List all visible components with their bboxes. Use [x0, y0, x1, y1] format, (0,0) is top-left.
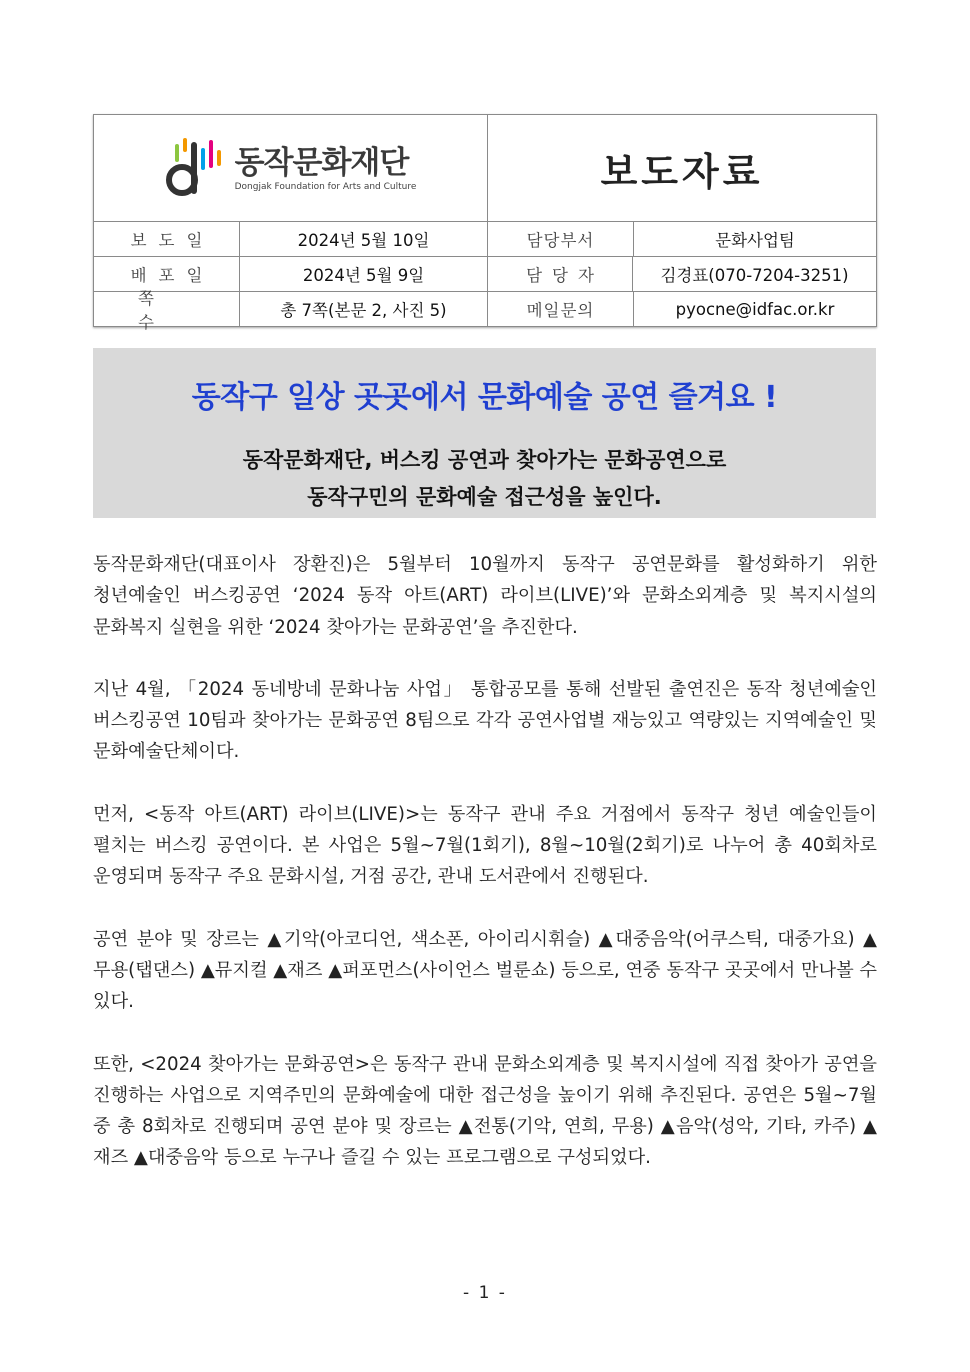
- page-number: - 1 -: [463, 1283, 507, 1303]
- logo-korean-name: 동작문화재단: [234, 144, 409, 181]
- logo-group: [165, 136, 417, 200]
- logo-text: [235, 145, 417, 192]
- subheadline-line-2: 동작구민의 문화예술 접근성을 높인다.: [307, 485, 662, 509]
- press-release-header-table: [93, 114, 877, 332]
- info-row-page-count: [94, 289, 876, 332]
- page-count-value: 총 7쪽(본문 2, 사진 5): [240, 292, 488, 326]
- headline-banner: [93, 348, 876, 518]
- header-top-row: [94, 115, 876, 222]
- paragraph-selection: 지난 4월, 「2024 동네방네 문화나눔 사업」 통합공모를 통해 선발된 출연진은 동작 청년예술인 버스킹공연 10팀과 찾아가는 문화공연 8팀으로 각각 공연사업별 재능있고 역량있는 지역예술인 및 문화예술단체이다.: [93, 678, 877, 763]
- info-row-release-date: [94, 222, 876, 257]
- subheadline-line-1: 동작문화재단, 버스킹 공연과 찾아가는 문화공연으로: [242, 448, 727, 472]
- email-label: 메일문의: [488, 292, 634, 326]
- contact-person-label: 담당자: [488, 257, 633, 291]
- logo-mark-icon: [165, 136, 227, 200]
- email-link[interactable]: pyocne@idfac.or.kr: [675, 299, 835, 319]
- paragraph-visiting-performance: 또한, <2024 찾아가는 문화공연>은 동작구 관내 문화소외계층 및 복지시설에 직접 찾아가 공연을 진행하는 사업으로 지역주민의 문화예술에 대한 접근성을 높이기 위해 추진된다. 공연은 5월~7월 중 총 8회차로 진행되며 공연 분야 및 장르는 ▲전통(기악, 연희, 무용) ▲음악(성악, 기타, 카주) ▲재즈 ▲대중음악 등으로 누구나 즐길 수 있는 프로그램으로 구성되었다.: [93, 1053, 877, 1169]
- logo-english-name: Dongjak Foundation for Arts and Culture: [234, 181, 417, 192]
- page-count-label: 쪽수: [94, 292, 240, 326]
- doc-type-title: 보도자료: [600, 149, 764, 194]
- distribution-date-label: 배포일: [94, 257, 240, 291]
- department-value: 문화사업팀: [715, 231, 795, 250]
- article-body: [93, 549, 877, 1205]
- paragraph-genres: 공연 분야 및 장르는 ▲기악(아코디언, 색소폰, 아이리시휘슬) ▲대중음악(어쿠스틱, 대중가요) ▲무용(탭댄스) ▲뮤지컬 ▲재즈 ▲퍼포먼스(사이언스 벌룬쇼) 등으로, 연중 동작구 곳곳에서 만나볼 수 있다.: [93, 928, 877, 1013]
- paragraph-intro: 동작문화재단(대표이사 장환진)은 5월부터 10월까지 동작구 공연문화를 활성화하기 위한 청년예술인 버스킹공연 ‘2024 동작 아트(ART) 라이브(LIVE)’와 문화소외계층 및 복지시설의 문화복지 실현을 위한 ‘2024 찾아가는 문화공연’을 추진한다.: [93, 554, 877, 638]
- headline: 동작구 일상 곳곳에서 문화예술 공연 즐겨요 !: [191, 380, 778, 415]
- release-date-label: 보도일: [94, 222, 240, 256]
- release-date-value: 2024년 5월 10일: [240, 222, 488, 256]
- contact-person-value: 김경표(070-7204-3251): [660, 266, 849, 285]
- subheadline: [93, 442, 876, 516]
- department-label: 담당부서: [488, 222, 634, 256]
- paragraph-art-live: 먼저, <동작 아트(ART) 라이브(LIVE)>는 동작구 관내 주요 거점에서 동작구 청년 예술인들이 펼치는 버스킹 공연이다. 본 사업은 5월~7월(1회기), 8월~10월(2회기)로 나누어 총 40회차로 운영되며 동작구 주요 문화시설, 거점 공간, 관내 도서관에서 진행된다.: [93, 803, 877, 888]
- distribution-date-value: 2024년 5월 9일: [240, 257, 488, 291]
- foundation-logo: [94, 115, 488, 221]
